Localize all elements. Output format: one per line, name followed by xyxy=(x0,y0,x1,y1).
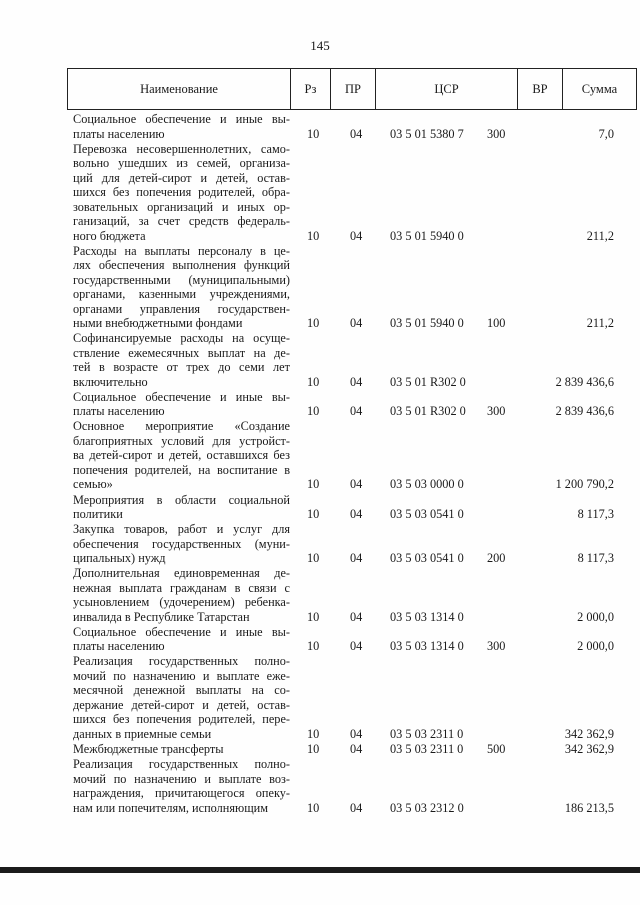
row-rz: 10 xyxy=(307,800,320,815)
row-name-line: ганизаций, за счет средств федераль- xyxy=(73,214,290,229)
header-vr: ВР xyxy=(518,69,563,109)
row-sum: 211,2 xyxy=(586,228,614,243)
row-rz: 10 xyxy=(307,726,320,741)
table-row xyxy=(0,112,640,142)
row-csr: 03 5 01 R302 0 xyxy=(390,374,466,389)
row-name-line: ного бюджета xyxy=(73,228,146,243)
row-name-line: Закупка товаров, работ и услуг для xyxy=(73,522,290,537)
row-name-line: шихся без попечения родителей, обра- xyxy=(73,185,290,200)
header-csr: ЦСР xyxy=(376,69,518,109)
row-rz: 10 xyxy=(307,477,320,492)
row-name-line: ва детей-сирот и детей, оставшихся без xyxy=(73,448,290,463)
row-name-line: обеспечения государственных (муни- xyxy=(73,536,290,551)
row-name-line: платы населению xyxy=(73,639,165,654)
header-sum: Сумма xyxy=(581,81,618,96)
row-name-line: Основное мероприятие «Создание xyxy=(73,419,290,434)
row-rz: 10 xyxy=(307,228,320,243)
row-name xyxy=(73,654,290,741)
row-rz: 10 xyxy=(307,316,320,331)
row-sum: 2 000,0 xyxy=(577,609,614,624)
row-name-line: ными внебюджетными фондами xyxy=(73,316,243,331)
row-pr: 04 xyxy=(350,404,363,419)
row-pr: 04 xyxy=(350,726,363,741)
row-csr: 03 5 03 2311 0 xyxy=(390,726,464,741)
row-name xyxy=(73,742,290,757)
row-vr: 300 xyxy=(487,639,506,654)
row-name-line: семью» xyxy=(73,477,113,492)
row-pr: 04 xyxy=(350,609,363,624)
row-vr: 300 xyxy=(487,126,506,141)
row-name-line: награждения, причитающегося опеку- xyxy=(73,786,290,801)
row-name-line: данных в приемные семьи xyxy=(73,726,212,741)
row-name-line: зовательных организаций и иных ор- xyxy=(73,199,290,214)
row-name-line: Реализация государственных полно- xyxy=(73,757,290,772)
row-rz: 10 xyxy=(307,507,320,522)
row-name xyxy=(73,142,290,244)
row-name-line: Дополнительная единовременная де- xyxy=(73,566,290,581)
row-name-line: усыновлением (удочерением) ребенка- xyxy=(73,595,290,610)
row-name xyxy=(73,419,290,492)
row-pr: 04 xyxy=(350,800,363,815)
row-name-line: платы населению xyxy=(73,404,165,419)
row-name-line: мочий по назначению и выплате еже- xyxy=(73,668,290,683)
row-name xyxy=(73,244,290,331)
row-name-line: Социальное обеспечение и иные вы- xyxy=(73,389,290,404)
row-name-line: платы населению xyxy=(73,126,165,141)
header-pr: ПР xyxy=(331,69,376,109)
row-name-line: попечения родителей, на воспитание в xyxy=(73,462,290,477)
row-name-line: нам или попечителям, исполняющим xyxy=(73,800,269,815)
table-row xyxy=(0,522,640,566)
row-pr: 04 xyxy=(350,551,363,566)
row-rz: 10 xyxy=(307,374,320,389)
row-name xyxy=(73,112,290,141)
row-pr: 04 xyxy=(350,316,363,331)
row-pr: 04 xyxy=(350,507,363,522)
row-csr: 03 5 03 1314 0 xyxy=(390,639,464,654)
row-csr: 03 5 03 0541 0 xyxy=(390,507,464,522)
row-name-line: политики xyxy=(73,507,123,522)
row-name-line: благоприятных условий для устройст- xyxy=(73,433,290,448)
table-row xyxy=(0,625,640,655)
row-csr: 03 5 01 5380 7 xyxy=(390,126,464,141)
table-row xyxy=(0,331,640,390)
row-name-line: мочий по назначению и выплате воз- xyxy=(73,771,290,786)
row-name-line: государственными (муниципальными) xyxy=(73,272,290,287)
row-name-line: Перевозка несовершеннолетних, само- xyxy=(73,141,290,156)
row-csr: 03 5 03 1314 0 xyxy=(390,609,464,624)
row-name xyxy=(73,331,290,389)
row-pr: 04 xyxy=(350,639,363,654)
row-sum: 8 117,3 xyxy=(577,507,614,522)
row-rz: 10 xyxy=(307,126,320,141)
row-name-line: держание детей-сирот и детей, остав- xyxy=(73,697,290,712)
row-rz: 10 xyxy=(307,639,320,654)
row-sum: 211,2 xyxy=(586,316,614,331)
row-name-line: тей в возрасте от трех до семи лет xyxy=(73,360,290,375)
row-csr: 03 5 01 5940 0 xyxy=(390,228,464,243)
row-name-line: ствление ежемесячных выплат на де- xyxy=(73,345,290,360)
row-sum: 186 213,5 xyxy=(564,800,614,815)
row-name-line: органами, казенными учреждениями, xyxy=(73,287,290,302)
row-vr: 300 xyxy=(487,404,506,419)
row-pr: 04 xyxy=(350,126,363,141)
row-csr: 03 5 01 R302 0 xyxy=(390,404,466,419)
row-sum: 2 000,0 xyxy=(577,639,614,654)
header-rz: Рз xyxy=(291,69,331,109)
row-csr: 03 5 03 2311 0 xyxy=(390,742,464,757)
row-rz: 10 xyxy=(307,742,320,757)
row-name-line: вольно ушедших из семей, организа- xyxy=(73,156,290,171)
row-vr: 200 xyxy=(487,551,506,566)
row-rz: 10 xyxy=(307,609,320,624)
table-row xyxy=(0,419,640,492)
row-sum: 2 839 436,6 xyxy=(555,404,614,419)
row-vr: 100 xyxy=(487,316,506,331)
row-name-line: ципальных) нужд xyxy=(73,551,166,566)
row-name xyxy=(73,757,290,815)
row-name xyxy=(73,522,290,566)
row-vr: 500 xyxy=(487,742,506,757)
row-name-line: Социальное обеспечение и иные вы- xyxy=(73,112,290,126)
row-name-line: Межбюджетные трансферты xyxy=(73,742,224,757)
row-name-line: месячной денежной выплаты на со- xyxy=(73,683,290,698)
row-name xyxy=(73,625,290,654)
row-sum: 2 839 436,6 xyxy=(555,374,614,389)
row-pr: 04 xyxy=(350,374,363,389)
row-sum: 7,0 xyxy=(598,126,614,141)
header-name: Наименование xyxy=(68,69,291,109)
row-csr: 03 5 03 0000 0 xyxy=(390,477,464,492)
table-row xyxy=(0,566,640,625)
table-header xyxy=(67,68,637,110)
row-pr: 04 xyxy=(350,228,363,243)
row-name-line: Реализация государственных полно- xyxy=(73,654,290,669)
row-name-line: лях обеспечения выполнения функций xyxy=(73,258,290,273)
row-name-line: шихся без попечения родителей, пере- xyxy=(73,712,290,727)
row-sum: 8 117,3 xyxy=(577,551,614,566)
page-number: 145 xyxy=(310,38,330,53)
table-row xyxy=(0,757,640,816)
row-rz: 10 xyxy=(307,404,320,419)
row-rz: 10 xyxy=(307,551,320,566)
row-name xyxy=(73,493,290,522)
row-sum: 342 362,9 xyxy=(564,726,614,741)
row-name-line: органами управления государствен- xyxy=(73,301,290,316)
table-row xyxy=(0,654,640,742)
row-name-line: Мероприятия в области социальной xyxy=(73,492,290,507)
row-name-line: Расходы на выплаты персоналу в це- xyxy=(73,243,290,258)
row-name-line: ций для детей-сирот и детей, остав- xyxy=(73,170,290,185)
row-csr: 03 5 03 0541 0 xyxy=(390,551,464,566)
table-row xyxy=(0,493,640,523)
row-name-line: нежная выплата гражданам в связи с xyxy=(73,580,290,595)
row-name-line: Софинансируемые расходы на осуще- xyxy=(73,331,290,346)
table-row xyxy=(0,244,640,332)
row-name xyxy=(73,566,290,624)
scan-edge-band xyxy=(0,867,640,873)
row-name-line: включительно xyxy=(73,374,148,389)
row-pr: 04 xyxy=(350,742,363,757)
table-row xyxy=(0,142,640,244)
row-sum: 1 200 790,2 xyxy=(555,477,614,492)
row-csr: 03 5 01 5940 0 xyxy=(390,316,464,331)
row-csr: 03 5 03 2312 0 xyxy=(390,800,464,815)
row-sum: 342 362,9 xyxy=(564,742,614,757)
table-row xyxy=(0,390,640,420)
row-name-line: инвалида в Республике Татарстан xyxy=(73,609,250,624)
table-body xyxy=(0,112,640,816)
table-row xyxy=(0,742,640,757)
row-pr: 04 xyxy=(350,477,363,492)
row-name xyxy=(73,390,290,419)
row-name-line: Социальное обеспечение и иные вы- xyxy=(73,624,290,639)
